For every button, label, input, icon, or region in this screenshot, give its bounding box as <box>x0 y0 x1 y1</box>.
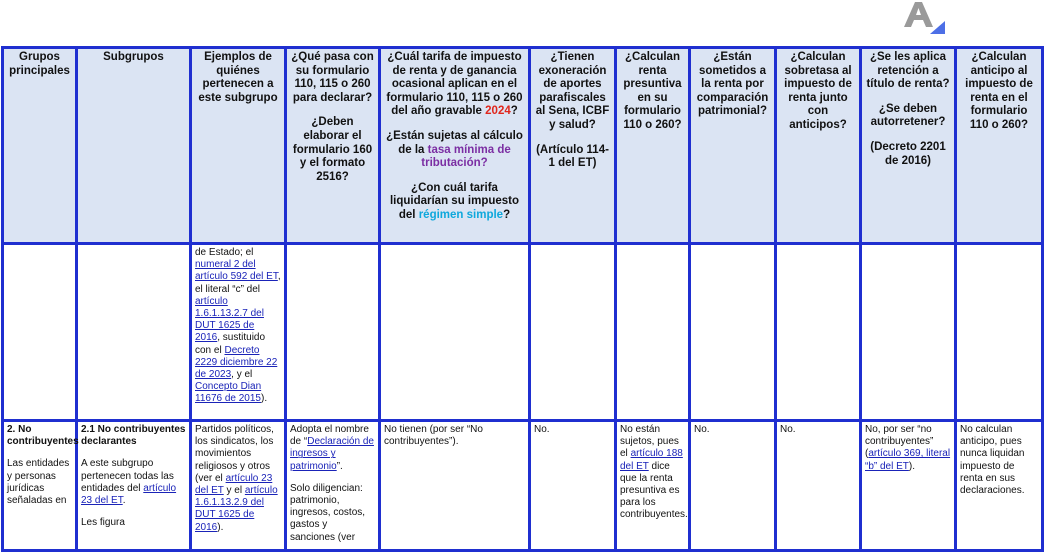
link-articulo-1-6-1-13-2-9[interactable]: artículo 1.6.1.13.2.9 del DUT 1625 de 2016 <box>195 485 278 533</box>
header-sobretasa: ¿Calculan sobretasa al impuesto de renta junto con anticipos? <box>776 48 861 244</box>
brand-logo <box>902 0 948 38</box>
cell-exoneracion: No. <box>530 421 616 551</box>
header-formulario: ¿Qué pasa con su formulario 110, 115 o 260 para declarar? ¿Deben elaborar el formulario 160 y el formato 2516? <box>286 48 380 244</box>
header-exoneracion: ¿Tienen exoneración de aportes parafiscales al Sena, ICBF y salud? (Artículo 114-1 del ET) <box>530 48 616 244</box>
cell-tarifa: No tienen (por ser “No contribuyentes”). <box>380 421 530 551</box>
cell-comparacion-patrimonial: No. <box>690 421 776 551</box>
link-articulo-1-6-1-13-2-7[interactable]: artículo 1.6.1.13.2.7 del DUT 1625 de 2016 <box>195 295 264 344</box>
cell-subgrupo-no-contribuyentes-declarantes: 2.1 No contribuyentes declarantes A este subgrupo pertenecen todas las entidades del artículo 23 del ET. Les figura <box>77 421 191 551</box>
link-declaracion-ingresos-patrimonio[interactable]: Declaración de ingresos y patrimonio <box>290 436 374 472</box>
cell-retencion: No, por ser “no contribuyentes” (artículo 369, literal “b” del ET). <box>861 421 956 551</box>
table-row <box>3 421 1043 551</box>
header-tarifa: ¿Cuál tarifa de impuesto de renta y de ganancia ocasional aplican en el formulario 110, 115 o 260 del año gravable 2024? ¿Están sujetas al cálculo de la tasa mínima de tributación? ¿Con cuál tarifa liquidarían su impuesto del régimen simple? <box>380 48 530 244</box>
cell-formulario: Adopta el nombre de “Declaración de ingresos y patrimonio”. Solo diligencian: patrimonio, ingresos, costos, gastos y sanciones (ver <box>286 421 380 551</box>
link-articulo-23[interactable]: artículo 23 del ET <box>81 482 177 507</box>
tax-groups-table <box>1 46 1044 552</box>
cell-anticipo: No calculan anticipo, pues nunca liquidan impuesto de renta en sus declaraciones. <box>956 421 1043 551</box>
link-numeral-2-articulo-592[interactable]: numeral 2 del artículo 592 del ET <box>195 259 278 283</box>
cell-grupo-no-contribuyentes: 2. No contribuyentes Las entidades y personas jurídicas señaladas en <box>3 421 77 551</box>
link-articulo-188[interactable]: artículo 188 del ET <box>620 448 683 472</box>
logo-accent-triangle <box>930 21 945 34</box>
table-row <box>3 244 1043 421</box>
header-anticipo: ¿Calculan anticipo al impuesto de renta en el formulario 110 o 260? <box>956 48 1043 244</box>
header-ejemplos: Ejemplos de quiénes pertenecen a este subgrupo <box>191 48 286 244</box>
link-concepto-dian-11676[interactable]: Concepto Dian 11676 de 2015 <box>195 381 262 405</box>
link-decreto-2229[interactable]: Decreto 2229 diciembre 22 de 2023 <box>195 344 278 381</box>
header-retencion: ¿Se les aplica retención a título de renta? ¿Se deben autorretener? (Decreto 2201 de 2016) <box>861 48 956 244</box>
link-articulo-23-et[interactable]: artículo 23 del ET <box>195 472 273 497</box>
header-subgrupos: Subgrupos <box>77 48 191 244</box>
cell-ejemplos-continuation: de Estado; el numeral 2 del artículo 592 del ET, el literal “c” del artículo 1.6.1.13.2.7 del DUT 1625 de 2016, sustituido con el Decreto 2229 diciembre 22 de 2023, y el Concepto Dian 11676 de 2015). <box>191 244 286 421</box>
cell-sobretasa: No. <box>776 421 861 551</box>
cell-renta-presuntiva: No están sujetos, pues el artículo 188 del ET dice que la renta presuntiva es para los contribuyentes. <box>616 421 690 551</box>
header-grupos: Grupos principales <box>3 48 77 244</box>
header-renta-presuntiva: ¿Calculan renta presuntiva en su formulario 110 o 260? <box>616 48 690 244</box>
cell-ejemplos: Partidos políticos, los sindicatos, los movimientos religiosos y otros (ver el artículo 23 del ET y el artículo 1.6.1.13.2.9 del DUT 1625 de 2016). <box>191 421 286 551</box>
header-row <box>3 48 1043 244</box>
header-comparacion-patrimonial: ¿Están sometidos a la renta por comparación patrimonial? <box>690 48 776 244</box>
link-articulo-369[interactable]: artículo 369, literal “b” del ET <box>865 448 951 472</box>
